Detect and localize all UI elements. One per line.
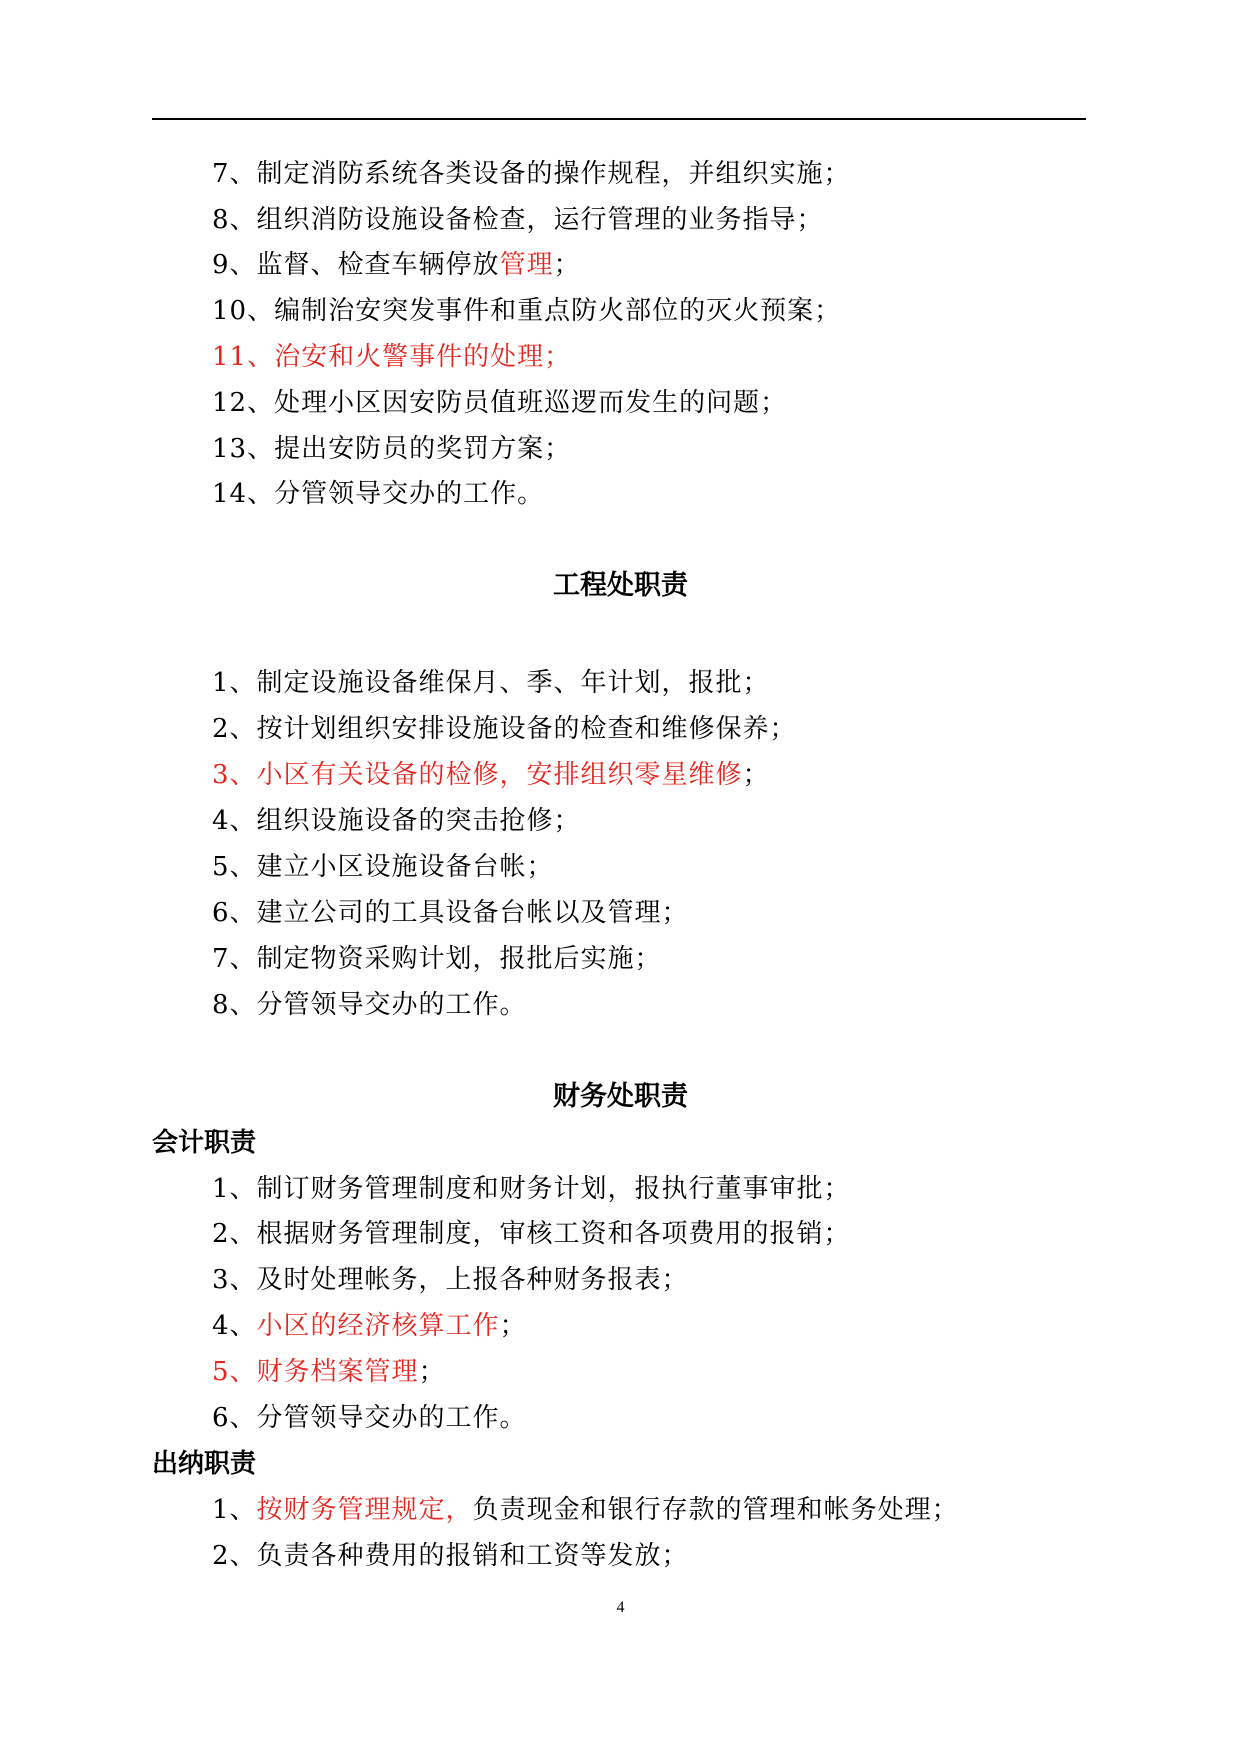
list-item-number: 1、 [212, 1174, 257, 1204]
list-item-number: 7、 [212, 159, 257, 189]
highlighted-text: 按财务管理规定， [256, 1495, 473, 1525]
list-item [212, 342, 571, 372]
list-item-number: 4、 [212, 806, 257, 836]
list-item-number: 8、 [212, 205, 257, 235]
list-item-text: 编制治安突发事件和重点防火部位的灭火预案； [274, 296, 842, 326]
highlighted-text: 治安和火警事件的处理； [274, 342, 572, 372]
list-item [212, 205, 824, 235]
page-number: 4 [616, 1599, 625, 1616]
list-item [212, 296, 841, 326]
highlighted-text: 管理 [499, 250, 554, 280]
list-item-text: 负责各种费用的报销和工资等发放； [256, 1541, 689, 1571]
list-item [212, 1357, 446, 1387]
engineering-section-title: 工程处职责 [553, 570, 688, 601]
highlighted-text: 财务档案管理 [256, 1357, 419, 1387]
list-item-number: 6、 [212, 1403, 257, 1433]
list-item-text: 分管领导交办的工作。 [256, 1403, 527, 1433]
list-item-number: 14、 [212, 479, 275, 509]
list-item [212, 1495, 959, 1525]
list-item-number: 3、 [212, 760, 257, 790]
cashier-subtitle: 出纳职责 [152, 1449, 257, 1479]
list-item-number: 12、 [212, 388, 275, 418]
accounting-subtitle: 会计职责 [152, 1128, 257, 1158]
list-item-number: 9、 [212, 250, 257, 280]
list-item-number: 10、 [212, 296, 275, 326]
list-item-number: 11、 [212, 342, 275, 372]
list-item-text: ； [553, 250, 581, 280]
list-item [212, 434, 571, 464]
list-item [212, 1265, 689, 1295]
list-item-text: 负责现金和银行存款的管理和帐务处理； [472, 1495, 959, 1525]
list-item-number: 8、 [212, 990, 257, 1020]
list-item-number: 5、 [212, 1357, 257, 1387]
list-item-text: 及时处理帐务，上报各种财务报表； [256, 1265, 689, 1295]
list-item [212, 714, 797, 744]
list-item [212, 1174, 851, 1204]
list-item-text: 监督、检查车辆停放 [256, 250, 500, 280]
list-item-number: 3、 [212, 1265, 257, 1295]
list-item-text: ； [499, 1311, 527, 1341]
list-item-number: 2、 [212, 1541, 257, 1571]
list-item [212, 1219, 851, 1249]
list-item [212, 668, 770, 698]
list-item-text: 制定设施设备维保月、季、年计划，报批； [256, 668, 770, 698]
list-item [212, 898, 689, 928]
list-item-text: ； [742, 760, 770, 790]
list-item-number: 4、 [212, 1311, 257, 1341]
list-item [212, 852, 554, 882]
list-item-text: 建立小区设施设备台帐； [256, 852, 554, 882]
list-item-text: ； [418, 1357, 446, 1387]
list-item-number: 7、 [212, 944, 257, 974]
list-item [212, 388, 787, 418]
list-item-number: 13、 [212, 434, 275, 464]
list-item-number: 6、 [212, 898, 257, 928]
list-item-text: 组织设施设备的突击抢修； [256, 806, 581, 836]
list-item-number: 1、 [212, 668, 257, 698]
list-item-text: 制订财务管理制度和财务计划，报执行董事审批； [256, 1174, 851, 1204]
list-item-number: 2、 [212, 714, 257, 744]
highlighted-text: 小区有关设备的检修，安排组织零星维修 [256, 760, 743, 790]
list-item [212, 944, 662, 974]
header-rule [152, 118, 1086, 120]
list-item [212, 479, 544, 509]
list-item [212, 250, 581, 280]
highlighted-text: 小区的经济核算工作 [256, 1311, 500, 1341]
list-item [212, 159, 851, 189]
list-item-text: 制定物资采购计划，报批后实施； [256, 944, 662, 974]
list-item-text: 分管领导交办的工作。 [256, 990, 527, 1020]
list-item-text: 按计划组织安排设施设备的检查和维修保养； [256, 714, 797, 744]
list-item-text: 提出安防员的奖罚方案； [274, 434, 572, 464]
finance-section-title: 财务处职责 [553, 1081, 688, 1112]
list-item-number: 2、 [212, 1219, 257, 1249]
list-item-number: 1、 [212, 1495, 257, 1525]
list-item [212, 1311, 527, 1341]
list-item [212, 806, 581, 836]
list-item [212, 1403, 527, 1433]
list-item [212, 760, 770, 790]
list-item-text: 根据财务管理制度，审核工资和各项费用的报销； [256, 1219, 851, 1249]
list-item-text: 建立公司的工具设备台帐以及管理； [256, 898, 689, 928]
list-item-text: 分管领导交办的工作。 [274, 479, 545, 509]
list-item-text: 制定消防系统各类设备的操作规程，并组织实施； [256, 159, 851, 189]
list-item-text: 组织消防设施设备检查，运行管理的业务指导； [256, 205, 824, 235]
list-item-number: 5、 [212, 852, 257, 882]
list-item [212, 990, 527, 1020]
list-item [212, 1541, 689, 1571]
list-item-text: 处理小区因安防员值班巡逻而发生的问题； [274, 388, 788, 418]
